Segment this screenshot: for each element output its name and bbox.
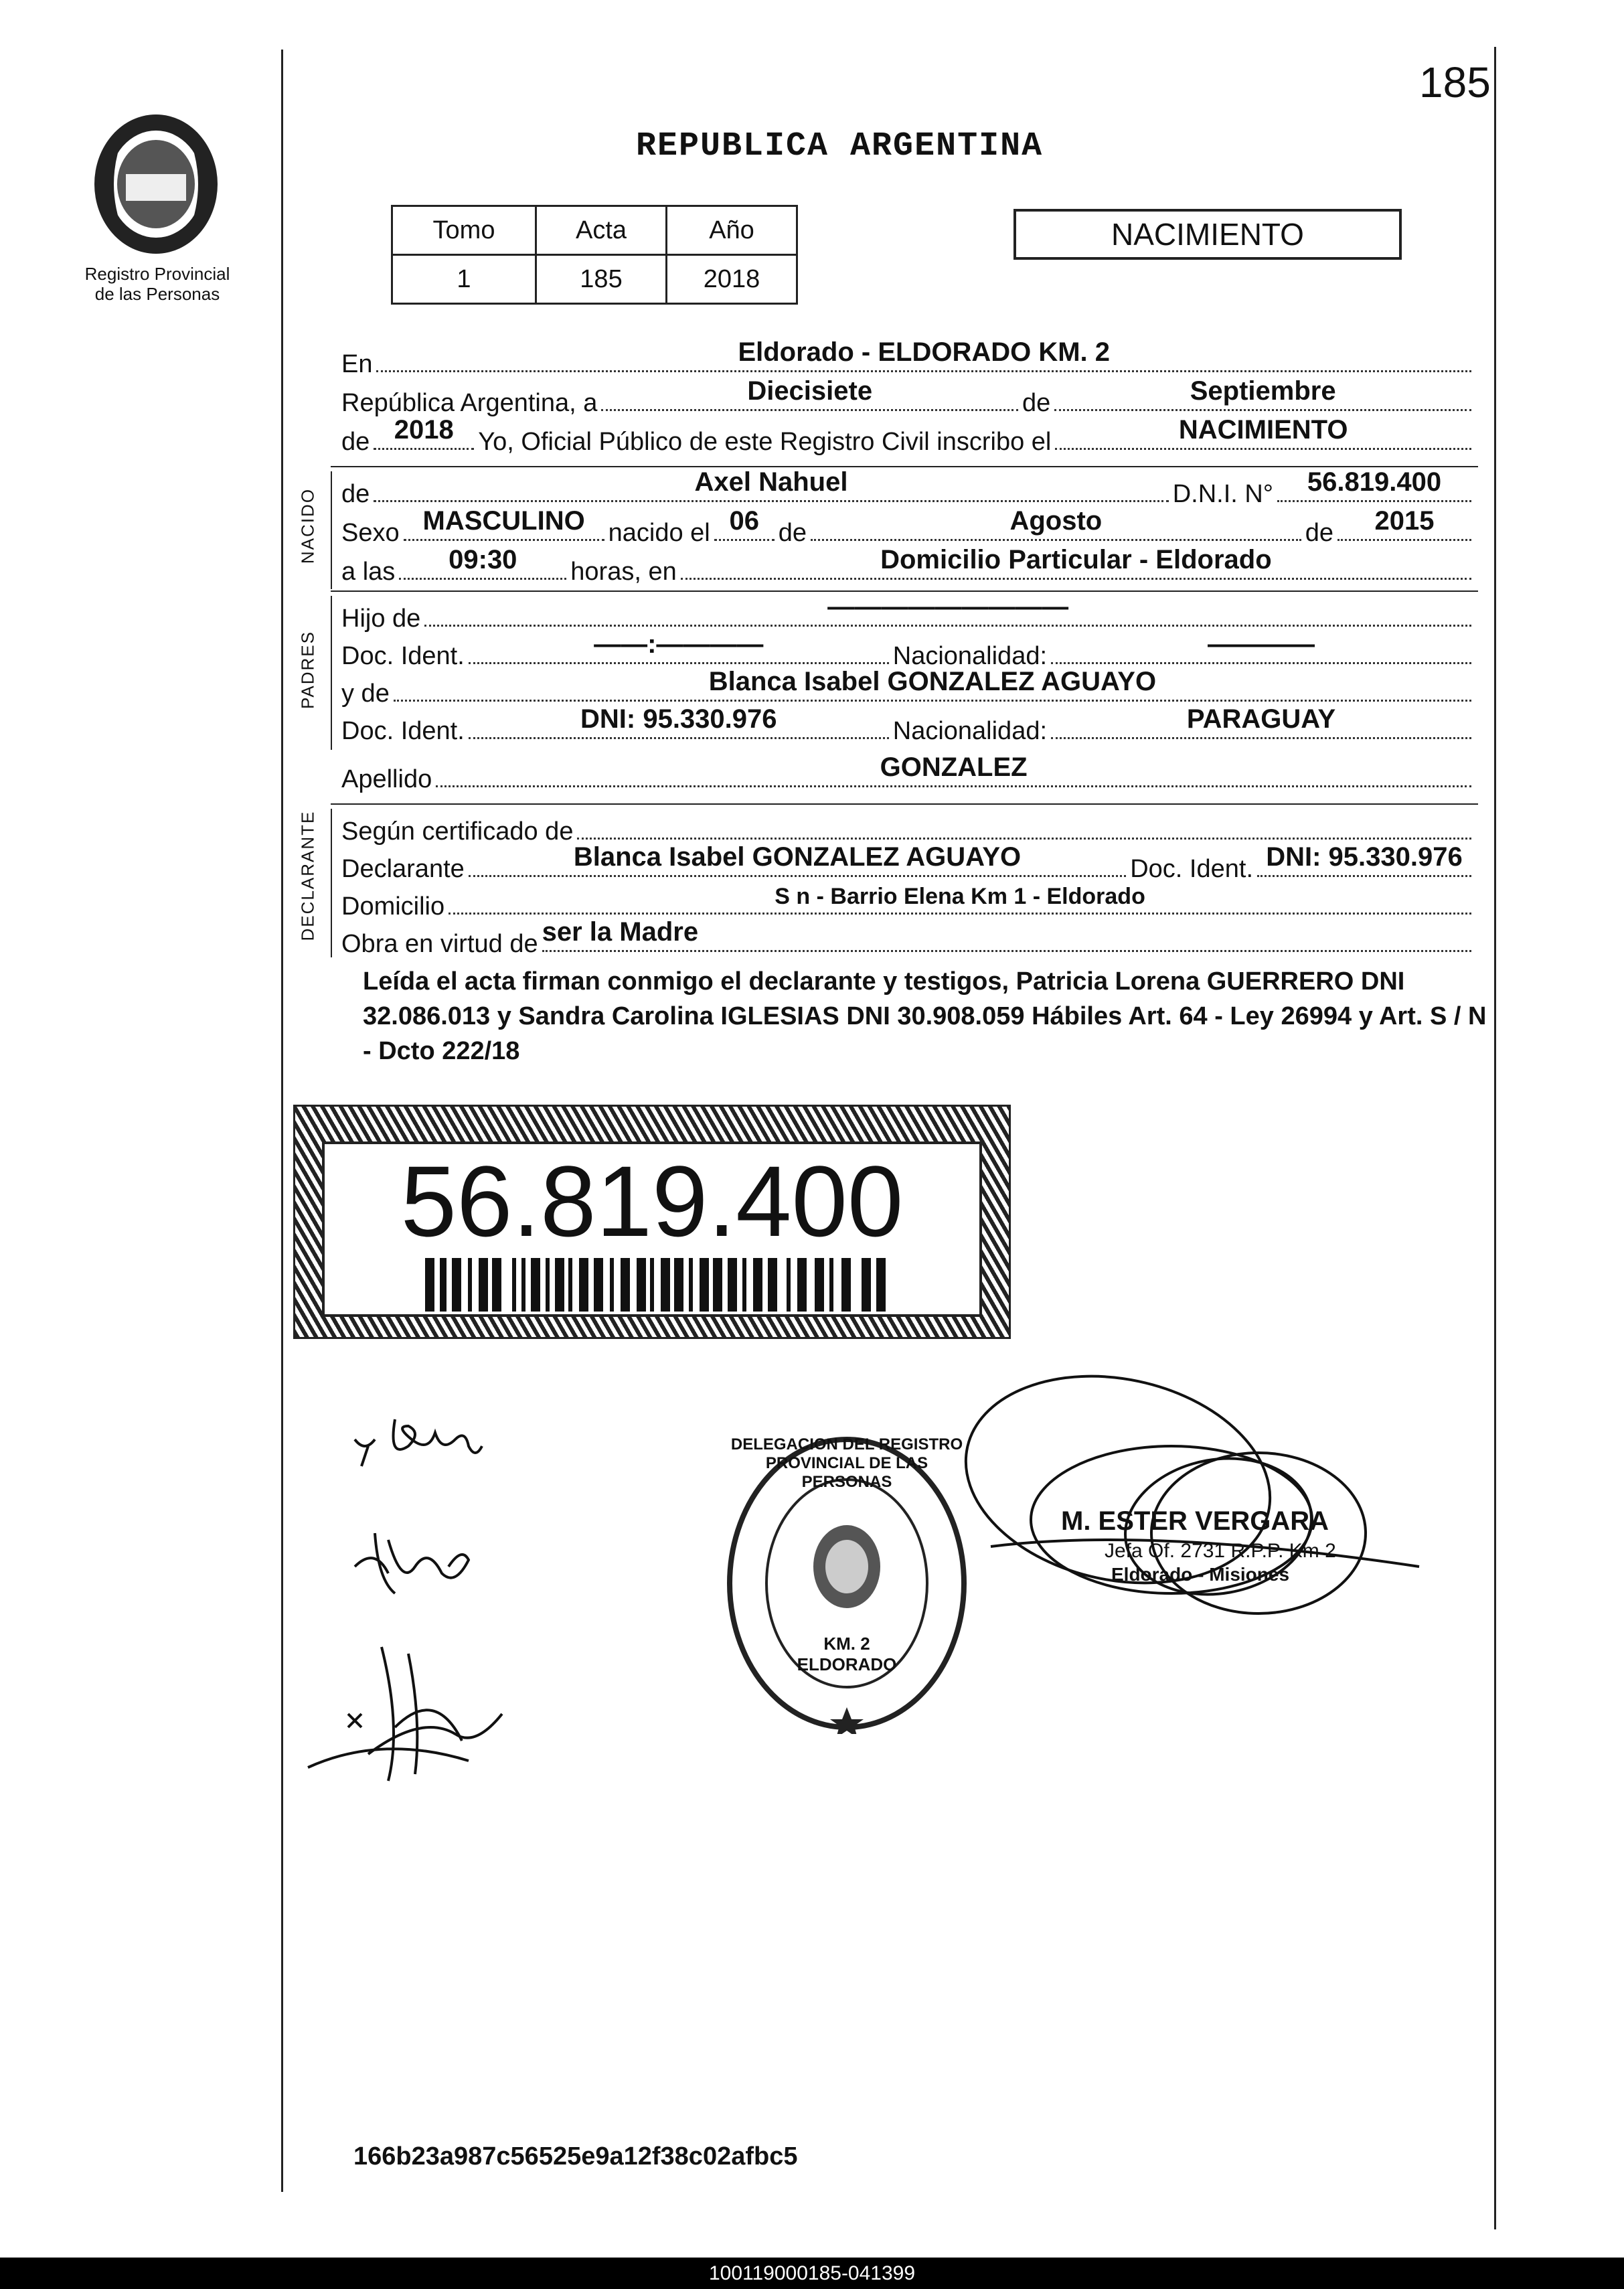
country-title: REPUBLICA ARGENTINA xyxy=(636,127,1044,165)
label-a-las: a las xyxy=(341,558,396,586)
table-value-tomo: 1 xyxy=(392,255,536,304)
label-nacido-el: nacido el xyxy=(608,519,710,547)
acta-table xyxy=(391,205,798,305)
signature-3-icon xyxy=(301,1634,522,1788)
seal-outer-text: DELEGACION DEL REGISTRO PROVINCIAL DE LAS PERSONAS xyxy=(730,1435,963,1491)
label-nacionalidad2: Nacionalidad: xyxy=(892,717,1048,745)
table-header-anio: Año xyxy=(667,206,797,255)
row-fecha xyxy=(341,376,1475,418)
label-nacido-de: de xyxy=(341,480,370,508)
table-header-acta: Acta xyxy=(536,206,667,255)
row-padre xyxy=(341,592,1475,633)
row-hora xyxy=(341,545,1475,586)
nacido-bracket xyxy=(331,471,332,589)
label-hijo-de: Hijo de xyxy=(341,605,421,633)
value-nombre: Axel Nahuel xyxy=(694,467,848,497)
label-obra-virtud: Obra en virtud de xyxy=(341,930,538,958)
value-lugar-nac: Domicilio Particular - Eldorado xyxy=(880,545,1272,574)
signature-1-icon xyxy=(348,1399,502,1473)
label-en: En xyxy=(341,350,373,378)
row-domicilio xyxy=(341,884,1475,921)
section-label-padres: PADRES xyxy=(297,631,318,709)
row-madre xyxy=(341,667,1475,708)
row-nombre xyxy=(341,467,1475,509)
logo-caption-2: de las Personas xyxy=(94,284,220,304)
row-apellido xyxy=(341,753,1475,794)
label-declarante: Declarante xyxy=(341,855,465,883)
label-dni: D.N.I. N° xyxy=(1172,480,1273,508)
value-declarante: Blanca Isabel GONZALEZ AGUAYO xyxy=(573,842,1022,872)
value-anio: 2018 xyxy=(394,415,454,445)
closing-statement: Leída el acta firman conmigo el declarante y testigos, Patricia Lorena GUERRERO DNI 32.086.013 y Sandra Carolina IGLESIAS DNI 30.908.059 Hábiles Art. 64 - Ley 26994 y Art. S / N - Dcto 222/18 xyxy=(363,967,1487,1065)
footer-code: 100119000185-041399 xyxy=(708,2262,916,2284)
value-obra-virtud: ser la Madre xyxy=(542,917,699,947)
label-y-de: y de xyxy=(341,680,390,708)
label-nacionalidad: Nacionalidad: xyxy=(892,642,1048,670)
label-de: de xyxy=(1022,389,1051,417)
row-declarante xyxy=(341,842,1475,884)
divider-declarante-top xyxy=(331,803,1478,805)
value-anio-nac: 2015 xyxy=(1374,506,1435,536)
value-padre-nac: ———— xyxy=(1208,629,1315,659)
value-padre: ————————— xyxy=(827,592,1069,621)
row-lugar xyxy=(341,337,1475,379)
barcode-icon xyxy=(425,1258,887,1312)
value-mes-nac: Agosto xyxy=(1009,506,1103,536)
row-anio xyxy=(341,415,1475,457)
page-number: 185 xyxy=(1419,58,1491,106)
row-obra-virtud xyxy=(341,917,1475,959)
official-place: Eldorado - Misiones xyxy=(1111,1564,1290,1585)
value-mes: Septiembre xyxy=(1190,376,1336,406)
official-name: M. ESTER VERGARA xyxy=(1061,1506,1329,1536)
provincia-misiones-emblem-icon xyxy=(79,107,233,261)
value-lugar: Eldorado - ELDORADO KM. 2 xyxy=(738,337,1111,367)
table-value-acta: 185 xyxy=(536,255,667,304)
declarante-bracket xyxy=(331,809,332,957)
label-yo-oficial: Yo, Oficial Público de este Registro Civil inscribo el xyxy=(478,428,1052,456)
label-horas-en: horas, en xyxy=(570,558,677,586)
label-doc-ident2: Doc. Ident. xyxy=(341,717,465,745)
left-margin-rule xyxy=(281,50,283,2192)
value-madre-doc: DNI: 95.330.976 xyxy=(580,704,777,734)
table-header-tomo: Tomo xyxy=(392,206,536,255)
value-dia: Diecisiete xyxy=(747,376,873,406)
value-dni: 56.819.400 xyxy=(1307,467,1442,497)
signature-2-icon xyxy=(348,1520,482,1607)
footer-bar xyxy=(0,2258,1624,2289)
act-type-label: NACIMIENTO xyxy=(1111,217,1304,252)
document-hash: 166b23a987c56525e9a12f38c02afbc5 xyxy=(353,2142,798,2170)
value-padre-doc: ——:———— xyxy=(594,629,764,659)
label-de-year: de xyxy=(341,428,370,456)
registro-logo xyxy=(79,107,233,261)
label-de2: de xyxy=(778,519,807,547)
value-tipo: NACIMIENTO xyxy=(1178,415,1348,445)
official-title: Jefa Of. 2731 R.P.P. Km 2 xyxy=(1105,1540,1336,1562)
label-de3: de xyxy=(1305,519,1333,547)
label-sexo: Sexo xyxy=(341,519,400,547)
value-hora: 09:30 xyxy=(449,545,517,574)
value-madre: Blanca Isabel GONZALEZ AGUAYO xyxy=(708,667,1157,696)
row-segun xyxy=(341,809,1475,846)
table-value-anio: 2018 xyxy=(667,255,797,304)
value-sexo: MASCULINO xyxy=(422,506,585,536)
act-type-box xyxy=(1013,209,1402,260)
id-card-block xyxy=(293,1105,1011,1339)
right-margin-rule xyxy=(1494,47,1496,2229)
value-domicilio: S n - Barrio Elena Km 1 - Eldorado xyxy=(775,884,1145,909)
row-sexo xyxy=(341,506,1475,548)
padres-bracket xyxy=(331,596,332,750)
label-apellido: Apellido xyxy=(341,765,432,793)
logo-caption-1: Registro Provincial xyxy=(84,264,230,284)
row-padre-doc xyxy=(341,629,1475,671)
section-label-declarante: DECLARANTE xyxy=(297,810,318,941)
label-domicilio: Domicilio xyxy=(341,892,445,921)
label-doc-ident: Doc. Ident. xyxy=(341,642,465,670)
official-round-seal xyxy=(723,1433,971,1734)
id-card-number: 56.819.400 xyxy=(400,1145,904,1257)
value-madre-nac: PARAGUAY xyxy=(1186,704,1336,734)
label-doc-ident3: Doc. Ident. xyxy=(1130,855,1253,883)
label-republica: República Argentina, a xyxy=(341,389,598,417)
value-dia-nac: 06 xyxy=(729,506,759,536)
value-declarante-doc: DNI: 95.330.976 xyxy=(1266,842,1463,872)
row-madre-doc xyxy=(341,704,1475,746)
label-segun-certificado: Según certificado de xyxy=(341,817,574,846)
value-apellido: GONZALEZ xyxy=(880,753,1028,782)
id-card-inner xyxy=(322,1141,982,1317)
seal-inner-text: KM. 2 ELDORADO xyxy=(797,1634,897,1674)
section-label-nacido: NACIDO xyxy=(297,487,318,564)
